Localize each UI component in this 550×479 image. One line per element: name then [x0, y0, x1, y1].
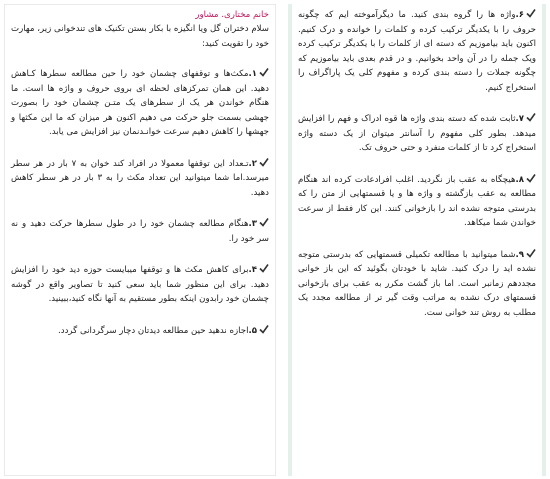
- check-icon: [259, 157, 269, 167]
- check-icon: [259, 263, 269, 273]
- check-icon: [526, 173, 536, 183]
- item-text: هنگام مطالعه چشمان خود را در طول سطرها حرکت دهید و نه سر خود را.: [11, 219, 269, 244]
- list-item: [11, 217, 269, 246]
- intro-paragraph: سلام دختران گل ویا انگیزه با بکار بستن تکنیک های تندخوانی زیر، مهارت خود را تقویت کنید:: [11, 24, 269, 49]
- check-icon: [526, 8, 536, 18]
- item-text: واژه ها را گروه بندی کنید. ما دیگرآموخته ایم که چگونه حروف را با یکدیگر ترکیب کرده و کلمات را خوانده و درک کنیم. اکنون باید بیاموزیم که دسته ای از کلمات را با یکدیگر ترکیب کرده ویک جمله را در آن واحد بخوانیم. و در قدم بعدی باید بیاموزیم که چگونه جملات را دسته بندی کرده و مفهوم کلی یک پاراگراف را استخراج کنیم.: [298, 10, 536, 93]
- check-icon: [526, 248, 536, 258]
- list-item: [298, 173, 536, 231]
- check-icon: [526, 112, 536, 122]
- item-text: مکث‌ها و توقفهای چشمان خود را حین مطالعه سطرها کـاهش دهید. این همان تمرکزهای لحظه ای بروی حروف و واژه ها است. ما هنگام خواندن هر یک از سطرهای یک متـن چشمان خود را بصورت جهشی بسمت جلو حرکت می دهیم اکنون هر میزان که ما این مکثها و جهشها را کاهش دهیم سرعت خوانـدنمان نیز افزایش می یابد.: [11, 69, 269, 137]
- item-text: اجازه ندهید حین مطالعه دیدتان دچار سرگردانی گردد.: [58, 325, 249, 336]
- item-number: ۸.: [515, 174, 524, 185]
- list-item: [11, 67, 269, 140]
- item-number: ۳.: [248, 219, 257, 229]
- item-text: ثابت شده که دسته بندی واژه ها قوه ادراک و فهم را افزایش میدهد. بطور کلی مفهوم را آسانتر میتوان از یک دسته واژه استخراج کرد تا از کلمات منفرد و حتی حروف تک.: [298, 114, 536, 153]
- item-number: ۶.: [515, 10, 524, 20]
- item-text: برای کاهش مکث ها و توقفها میبایست حوزه دید خود را افزایش دهید. برای این منظور شما باید سعی کنید تا تصاویر واقع در گوشه چشمان خود رابدون اینکه بطور مستقیم به آنها نگاه کنید،ببینید.: [11, 265, 269, 304]
- list-item: [11, 263, 269, 307]
- check-icon: [259, 67, 269, 77]
- author-byline: خانم مختاری. مشاور: [195, 10, 269, 20]
- item-text: شما میتوانید با مطالعه تکمیلی قسمتهایی که بدرستی متوجه نشده اید را درک کنید. شاید با خودتان بگوئید که این باز خوانی مجددهم زمانبر است. اما باز گشت مکرر به عقب برای بازخوانی قسمتهای درک نشده به مراتب وقت گیر تر از مطالعه مجدد یک مطلب به روش تند خوانی ست.: [298, 249, 536, 318]
- list-item: [298, 248, 536, 321]
- list-item: [298, 8, 536, 95]
- check-icon: [259, 324, 269, 334]
- check-icon: [259, 217, 269, 227]
- item-number: ۵.: [248, 325, 257, 336]
- left-column: [4, 4, 276, 476]
- item-number: ۱.: [248, 69, 257, 79]
- item-number: ۹.: [515, 249, 524, 260]
- list-item: [11, 157, 269, 201]
- item-text: هیچگاه به عقب باز نگردید. اغلب افرادعادت کرده اند هنگام مطالعه به عقب بازگشته و واژه ها و یا قسمتهایی از متن را که بدرستی متوجه نشده اند را بازخوانی کنند. این کار فقط از سرعت خواندن شما میکاهد.: [298, 174, 536, 228]
- list-item: [298, 112, 536, 156]
- item-number: ۲.: [248, 158, 257, 169]
- item-number: ۷.: [515, 114, 524, 124]
- right-column: [288, 4, 546, 476]
- item-number: ۴.: [248, 265, 257, 275]
- item-text: تـعداد این توقفها معمولا در افراد کند خوان به ۷ بار در هر سطر میرسد.اما شما میتوانید این تعداد مکث را به ۳ بار در هر سطر کاهش دهید.: [11, 158, 269, 198]
- list-item: [11, 324, 269, 339]
